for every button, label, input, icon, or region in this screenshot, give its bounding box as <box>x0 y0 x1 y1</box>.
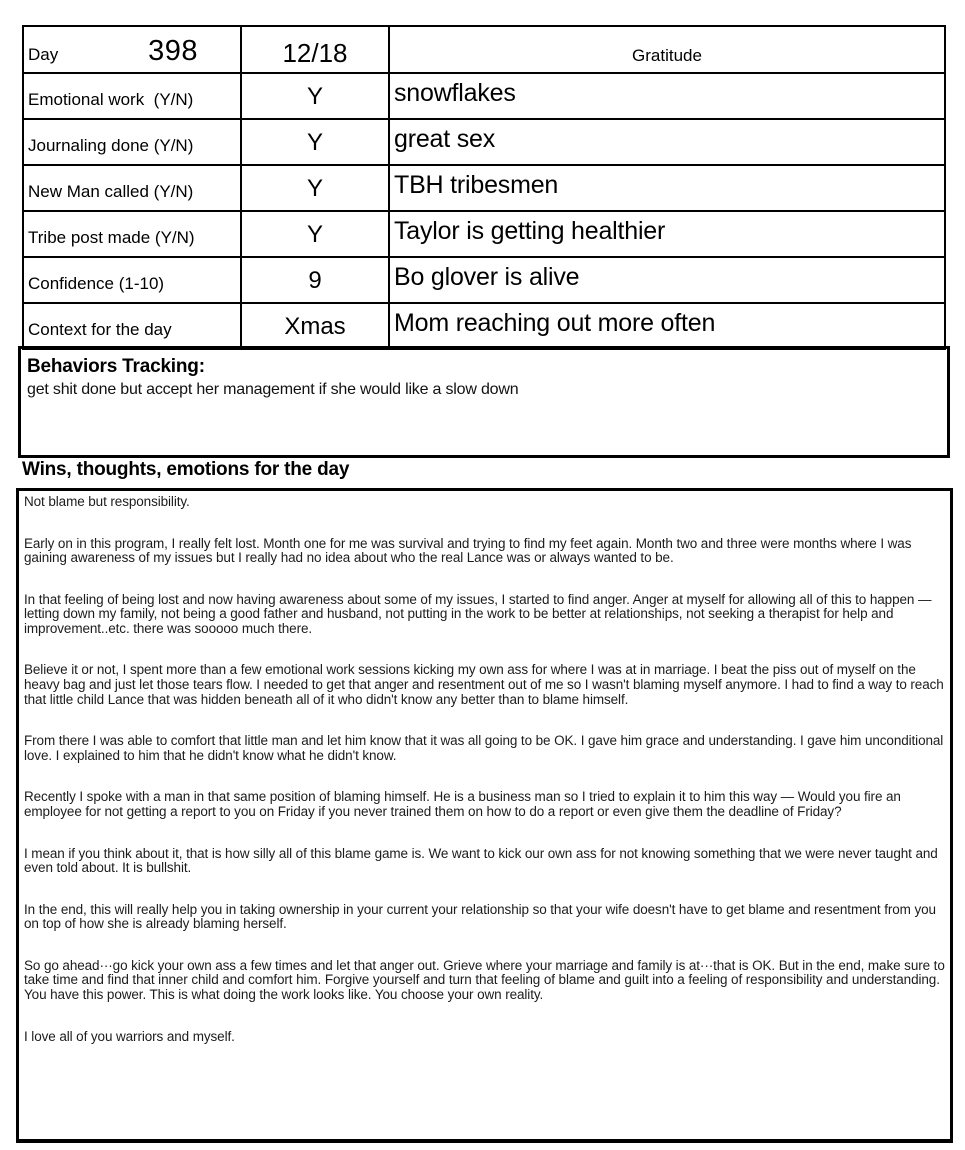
journal-paragraph: So go ahead···go kick your own ass a few times and let that anger out. Grieve where your marriage and family is at···that is OK. But in the end, make sure to take time and find that inner child and comfort him. Forgive yourself and turn that feeling of blame and guilt into a feeling of responsibility and understanding. You have this power. This is what doing the work looks like. You choose your own reality. <box>24 957 945 1002</box>
journal-paragraph: From there I was able to comfort that little man and let him know that it was all going to be OK. I gave him grace and understanding. I gave him unconditional love. I explained to him that he didn't know what he didn't know. <box>24 733 944 763</box>
table-row <box>23 257 945 303</box>
behaviors-tracking-box <box>18 346 950 458</box>
tracking-label: Emotional work (Y/N) <box>23 73 241 119</box>
behaviors-heading: Behaviors Tracking: <box>27 356 205 377</box>
gratitude-entry: Bo glover is alive <box>389 257 945 303</box>
journal-paragraph: Believe it or not, I spent more than a few emotional work sessions kicking my own ass for where I was at in marriage. I beat the piss out of myself on the heavy bag and just let those tears flow. I needed to get that anger and resentment out of me so I wasn't blaming myself anymore. I had to find a way to reach that little child Lance that was hidden beneath all of it who didn't know any better than to blame himself. <box>24 662 944 707</box>
daily-tracker-table <box>22 25 946 350</box>
table-row <box>23 211 945 257</box>
tracking-value: Y <box>241 165 389 211</box>
tracking-value: 9 <box>241 257 389 303</box>
tracking-label: New Man called (Y/N) <box>23 165 241 211</box>
journal-text-box <box>16 488 953 1143</box>
gratitude-header: Gratitude <box>389 26 945 73</box>
journal-paragraph: Early on in this program, I really felt lost. Month one for me was survival and trying to find my feet again. Month two and three were months where I was gaining awareness of my issues but I really had no idea about who the real Lance was or always wanted to be. <box>24 535 912 566</box>
tracking-value: Y <box>241 119 389 165</box>
tracking-value: Y <box>241 211 389 257</box>
table-row <box>23 303 945 349</box>
tracking-label: Confidence (1-10) <box>23 257 241 303</box>
table-row <box>23 73 945 119</box>
gratitude-entry: great sex <box>389 119 945 165</box>
behaviors-text: get shit done but accept her management if she would like a slow down <box>27 381 519 398</box>
journal-paragraph: In the end, this will really help you in taking ownership in your current your relationship so that your wife doesn't have to get blame and resentment from you on top of how she is already blaming herself. <box>24 901 936 932</box>
day-value: 398 <box>148 35 198 67</box>
tracking-value: Y <box>241 73 389 119</box>
tracking-label: Tribe post made (Y/N) <box>23 211 241 257</box>
table-header-row <box>23 26 945 73</box>
journal-paragraph: I love all of you warriors and myself. <box>24 1028 235 1044</box>
tracking-value: Xmas <box>241 303 389 349</box>
journal-paragraph: Recently I spoke with a man in that same position of blaming himself. He is a business man so I tried to explain it to him this way — Would you fire an employee for not getting a report to you on Friday if you never trained them on how to do a report or even give them the deadline of Friday? <box>24 789 901 819</box>
date-value: 12/18 <box>241 26 389 73</box>
day-cell <box>23 26 241 73</box>
tracking-label: Context for the day <box>23 303 241 349</box>
gratitude-entry: Taylor is getting healthier <box>389 211 945 257</box>
tracking-label: Journaling done (Y/N) <box>23 119 241 165</box>
journal-paragraph: In that feeling of being lost and now having awareness about some of my issues, I started to find anger. Anger at myself for allowing all of this to happen — letting down my family, not being a good father and husband, not putting in the work to be better at relationships, not seeking a therapist for help and improvement..etc. there was sooooo much there. <box>24 591 932 636</box>
table-row <box>23 119 945 165</box>
journal-paragraph: I mean if you think about it, that is how silly all of this blame game is. We want to kick our own ass for not knowing something that we were never taught and even told about. It is bullshit. <box>24 845 938 876</box>
table-row <box>23 165 945 211</box>
gratitude-entry: snowflakes <box>389 73 945 119</box>
gratitude-entry: Mom reaching out more often <box>389 303 945 349</box>
wins-section-heading: Wins, thoughts, emotions for the day <box>22 459 350 480</box>
journal-paragraph: Not blame but responsibility. <box>24 494 190 509</box>
gratitude-entry: TBH tribesmen <box>389 165 945 211</box>
day-label: Day <box>28 45 59 64</box>
